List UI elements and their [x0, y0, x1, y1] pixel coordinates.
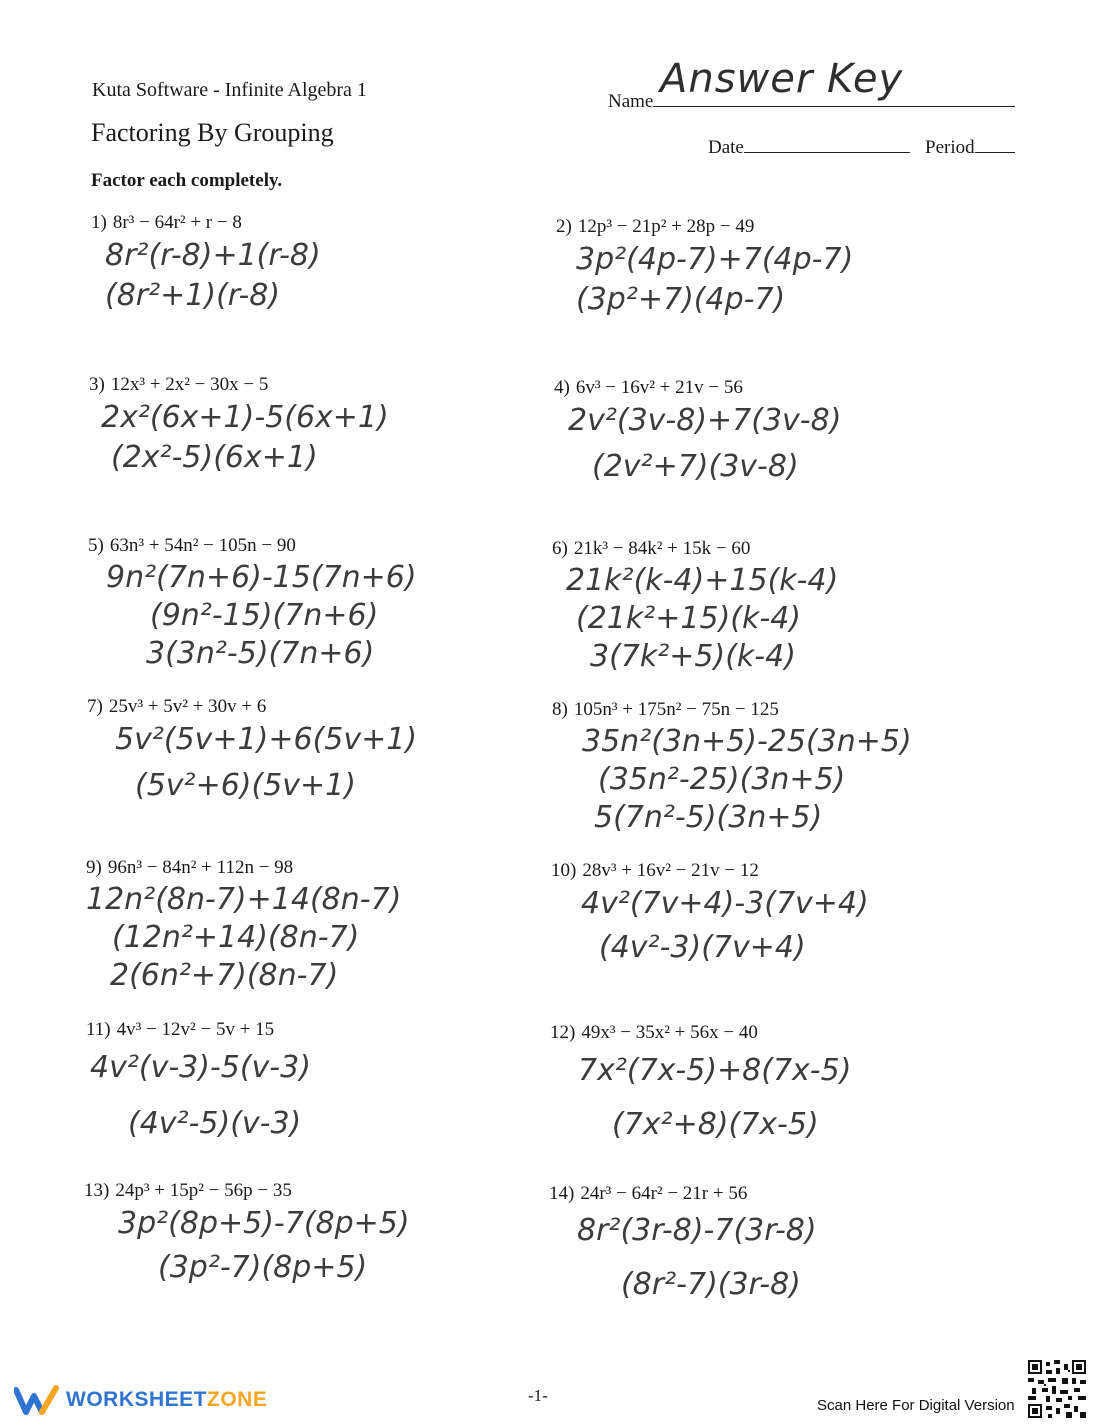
work-step: (2v²+7)(3v-8) — [592, 449, 799, 484]
work-step: 3p²(4p-7)+7(4p-7) — [576, 242, 854, 277]
problem-11 — [86, 1019, 311, 1149]
work-step: 8r²(r-8)+1(r-8) — [105, 238, 321, 273]
period-underline — [975, 132, 1015, 153]
problem-12 — [550, 1022, 851, 1150]
work-step: (9n²-15)(7n+6) — [150, 598, 379, 633]
problem-number: 14) — [549, 1183, 575, 1204]
work-step: (35n²-25)(3n+5) — [598, 762, 846, 797]
problem-number: 13) — [84, 1180, 110, 1201]
work-step: 5v²(5v+1)+6(5v+1) — [115, 722, 418, 757]
work-step: (4v²-3)(7v+4) — [599, 930, 806, 965]
period-label: Period — [925, 137, 975, 158]
problem-number: 3) — [89, 374, 105, 395]
problem-expression: 28v³ + 16v² − 21v − 12 — [582, 860, 759, 881]
problem-number: 5) — [88, 535, 104, 556]
problem-number: 2) — [556, 216, 572, 237]
work-step: 8r²(3r-8)-7(3r-8) — [577, 1213, 817, 1248]
work-step: 5(7n²-5)(3n+5) — [594, 800, 823, 835]
problem-number: 6) — [552, 538, 568, 559]
handwritten-work — [88, 559, 417, 673]
problem-7 — [87, 696, 417, 806]
handwritten-work — [86, 881, 401, 995]
work-step: (8r²+1)(r-8) — [105, 278, 281, 313]
handwritten-work — [91, 236, 321, 316]
work-step: (3p²+7)(4p-7) — [576, 282, 786, 317]
work-step: 4v²(7v+4)-3(7v+4) — [581, 886, 869, 921]
handwritten-work — [550, 1046, 851, 1150]
problem-2 — [556, 216, 853, 320]
work-step: (8r²-7)(3r-8) — [621, 1267, 801, 1302]
brand-name-part1: WORKSHEET — [66, 1388, 207, 1411]
problem-number: 12) — [550, 1022, 576, 1043]
problem-number: 10) — [551, 860, 577, 881]
work-step: (12n²+14)(8n-7) — [112, 920, 360, 955]
instructions: Factor each completely. — [91, 170, 283, 191]
work-step: 3(7k²+5)(k-4) — [590, 639, 796, 674]
name-value-handwritten: Answer Key — [660, 56, 904, 102]
brand-name-part2: ZONE — [207, 1388, 268, 1411]
work-step: (3p²-7)(8p+5) — [158, 1250, 368, 1285]
problem-8 — [552, 699, 912, 837]
work-step: (4v²-5)(v-3) — [128, 1106, 302, 1141]
work-step: (7x²+8)(7x-5) — [612, 1107, 819, 1142]
name-label: Name — [608, 91, 654, 112]
worksheetzone-mark-icon — [14, 1384, 60, 1416]
page-title: Factoring By Grouping — [91, 118, 334, 147]
problem-1 — [91, 212, 321, 316]
work-step: 12n²(8n-7)+14(8n-7) — [86, 882, 402, 917]
problem-expression: 63n³ + 54n² − 105n − 90 — [109, 535, 296, 556]
handwritten-work — [549, 1207, 817, 1309]
handwritten-work — [556, 240, 853, 320]
date-underline — [744, 132, 910, 153]
period-field[interactable] — [925, 132, 1015, 159]
problem-expression: 105n³ + 175n² − 75n − 125 — [573, 699, 779, 720]
problem-expression: 12x³ + 2x² − 30x − 5 — [110, 374, 269, 395]
publisher-line: Kuta Software - Infinite Algebra 1 — [92, 79, 367, 101]
handwritten-work — [87, 720, 417, 806]
work-step: 2x²(6x+1)-5(6x+1) — [101, 400, 389, 435]
handwritten-work — [89, 398, 389, 478]
problem-expression: 12p³ − 21p² + 28p − 49 — [577, 216, 755, 237]
date-label: Date — [708, 137, 744, 158]
problem-number: 11) — [86, 1019, 111, 1040]
scan-caption: Scan Here For Digital Version — [817, 1397, 1015, 1414]
date-field[interactable] — [708, 132, 910, 159]
problem-6 — [552, 538, 838, 676]
problem-number: 9) — [86, 857, 102, 878]
problem-expression: 8r³ − 64r² + r − 8 — [112, 212, 242, 233]
handwritten-work — [551, 884, 869, 968]
work-step: 2(6n²+7)(8n-7) — [110, 958, 339, 993]
problem-number: 1) — [91, 212, 107, 233]
work-step: 21k²(k-4)+15(k-4) — [566, 563, 839, 598]
handwritten-work — [554, 401, 841, 487]
problem-expression: 24r³ − 64r² − 21r + 56 — [580, 1183, 748, 1204]
handwritten-work — [552, 562, 838, 676]
problem-13 — [84, 1180, 410, 1288]
problem-expression: 49x³ − 35x² + 56x − 40 — [581, 1022, 758, 1043]
work-step: 9n²(7n+6)-15(7n+6) — [106, 560, 417, 595]
work-step: 4v²(v-3)-5(v-3) — [90, 1050, 311, 1085]
handwritten-work — [84, 1204, 410, 1288]
problem-9 — [86, 857, 401, 995]
problem-3 — [89, 374, 389, 478]
problem-expression: 6v³ − 16v² + 21v − 56 — [575, 377, 743, 398]
problem-14 — [549, 1183, 817, 1309]
work-step: 3p²(8p+5)-7(8p+5) — [118, 1206, 410, 1241]
work-step: (2x²-5)(6x+1) — [111, 440, 318, 475]
problem-expression: 24p³ + 15p² − 56p − 35 — [115, 1180, 292, 1201]
problem-expression: 96n³ − 84n² + 112n − 98 — [107, 857, 294, 878]
handwritten-work — [552, 723, 912, 837]
work-step: 3(3n²-5)(7n+6) — [146, 636, 375, 671]
work-step: (5v²+6)(5v+1) — [135, 768, 356, 803]
work-step: 2v²(3v-8)+7(3v-8) — [568, 403, 842, 438]
problem-number: 4) — [554, 377, 570, 398]
problem-10 — [551, 860, 869, 968]
problem-expression: 25v³ + 5v² + 30v + 6 — [108, 696, 267, 717]
problem-number: 7) — [87, 696, 103, 717]
problem-5 — [88, 535, 417, 673]
problem-number: 8) — [552, 699, 568, 720]
work-step: (21k²+15)(k-4) — [576, 601, 801, 636]
problem-4 — [554, 377, 841, 487]
qr-code-icon[interactable] — [1028, 1360, 1086, 1418]
work-step: 7x²(7x-5)+8(7x-5) — [578, 1053, 852, 1088]
problem-expression: 4v³ − 12v² − 5v + 15 — [116, 1019, 275, 1040]
handwritten-work — [86, 1043, 311, 1149]
page-number: -1- — [528, 1386, 548, 1405]
problem-expression: 21k³ − 84k² + 15k − 60 — [573, 538, 751, 559]
work-step: 35n²(3n+5)-25(3n+5) — [582, 724, 912, 759]
worksheetzone-logo[interactable] — [14, 1384, 267, 1416]
